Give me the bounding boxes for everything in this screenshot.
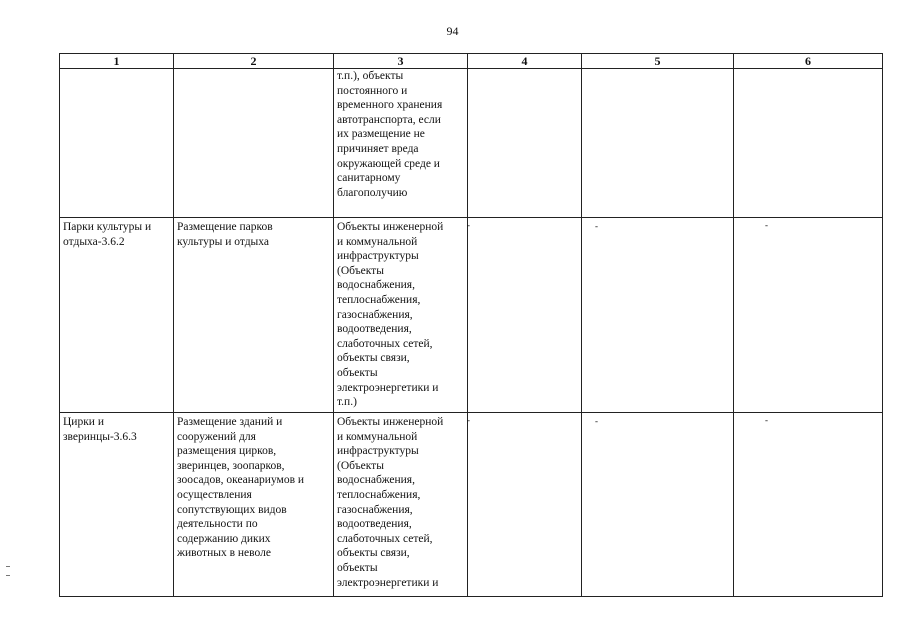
margin-mark bbox=[6, 566, 10, 576]
cell-col-6 bbox=[734, 69, 883, 218]
column-header-1: 1 bbox=[60, 54, 174, 69]
cell-col-5 bbox=[582, 413, 734, 597]
cell-col-6 bbox=[734, 218, 883, 413]
cell-col-4 bbox=[468, 413, 582, 597]
cell-description: Размещение парков культуры и отдыха bbox=[174, 218, 334, 413]
column-header-2: 2 bbox=[174, 54, 334, 69]
cell-col-4 bbox=[468, 218, 582, 413]
cell-description bbox=[174, 69, 334, 218]
cell-col-4 bbox=[468, 69, 582, 218]
cell-use-type bbox=[60, 69, 174, 218]
cell-col-6 bbox=[734, 413, 883, 597]
cell-description: Размещение зданий и сооружений для размещения цирков, зверинцев, зоопарков, зоосадов, океанариумов и осуществления сопутствующих видов деятельности по содержанию диких животных в неволе bbox=[174, 413, 334, 597]
cell-auxiliary-objects: т.п.), объекты постоянного и временного хранения автотранспорта, если их размещение не причиняет вреда окружающей среде и санитарному благополучию bbox=[334, 69, 468, 218]
cell-col-5 bbox=[582, 218, 734, 413]
table-row bbox=[60, 69, 883, 218]
cell-auxiliary-objects: Объекты инженерной и коммунальной инфраструктуры (Объекты водоснабжения, теплоснабжения, газоснабжения, водоотведения, слаботочных сетей, объекты связи, объекты электроэнергетики и т.п.) bbox=[334, 218, 468, 413]
page-number: 94 bbox=[446, 24, 459, 38]
column-header-4: 4 bbox=[468, 54, 582, 69]
dash-mark: - bbox=[765, 415, 768, 425]
table-row bbox=[60, 413, 883, 597]
dash-mark: - bbox=[467, 220, 470, 230]
table-row bbox=[60, 218, 883, 413]
column-header-5: 5 bbox=[582, 54, 734, 69]
cell-col-5 bbox=[582, 69, 734, 218]
dash-mark: - bbox=[595, 416, 598, 426]
dash-mark: - bbox=[765, 220, 768, 230]
cell-use-type: Цирки и зверинцы-3.6.3 bbox=[60, 413, 174, 597]
cell-auxiliary-objects: Объекты инженерной и коммунальной инфраструктуры (Объекты водоснабжения, теплоснабжения, газоснабжения, водоотведения, слаботочных сетей, объекты связи, объекты электроэнергетики и bbox=[334, 413, 468, 597]
land-use-table bbox=[59, 53, 883, 597]
dash-mark: - bbox=[595, 221, 598, 231]
header-row bbox=[60, 54, 883, 69]
column-header-3: 3 bbox=[334, 54, 468, 69]
column-header-6: 6 bbox=[734, 54, 883, 69]
dash-mark: - bbox=[467, 415, 470, 425]
cell-use-type: Парки культуры и отдыха-3.6.2 bbox=[60, 218, 174, 413]
